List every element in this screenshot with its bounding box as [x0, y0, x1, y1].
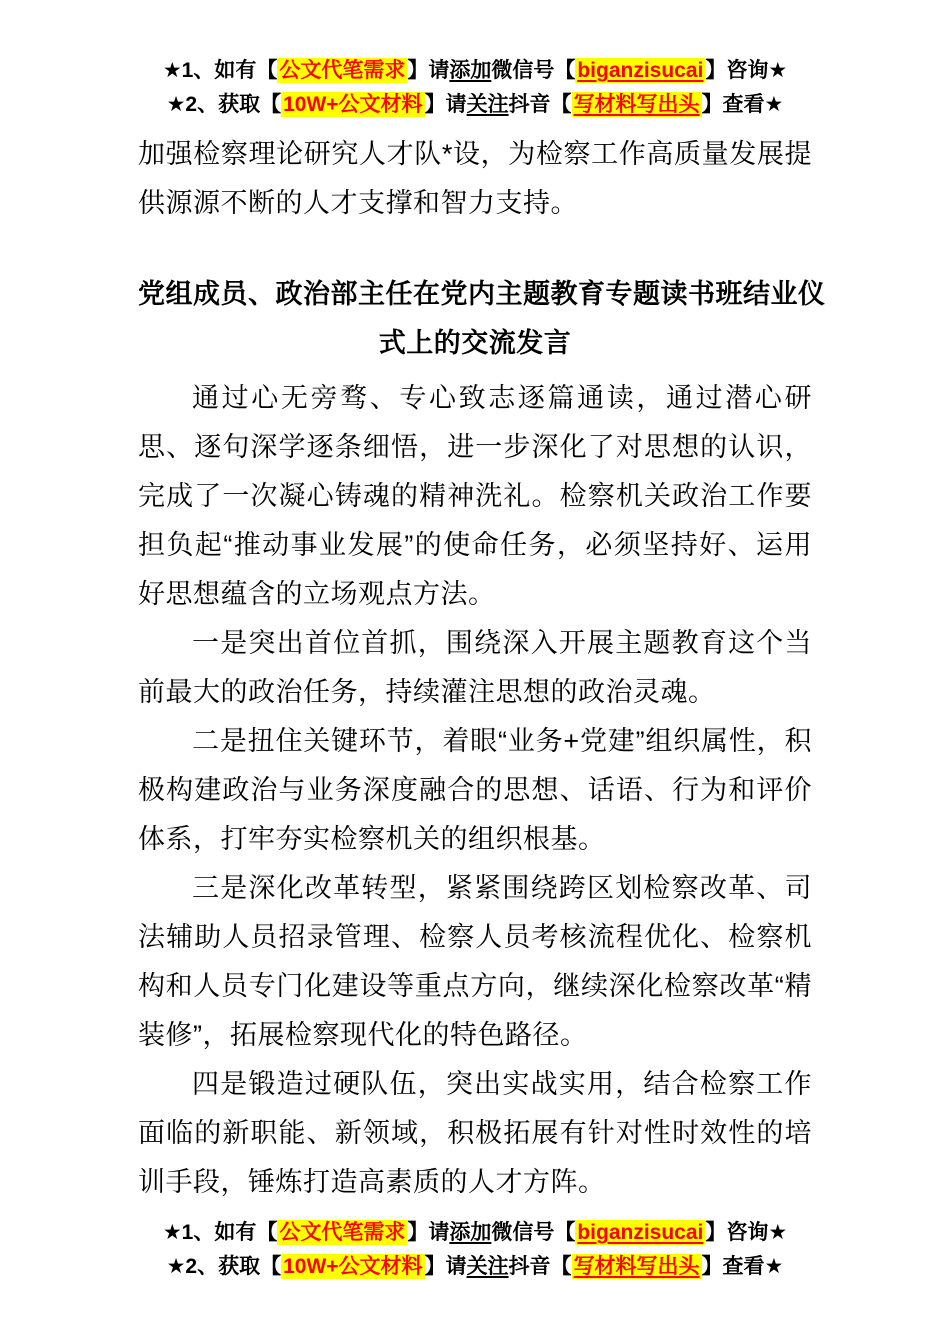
promo-segment: 写材料写出头	[573, 93, 700, 116]
document-title-line-2: 式上的交流发言	[378, 328, 572, 358]
promo-segment: ★1、如有【	[162, 59, 278, 82]
promo-segment: 关注	[466, 1255, 509, 1278]
promo-segment: 公文代笔需求	[279, 59, 406, 82]
body-paragraph-3: 二是扭住关键环节，着眼“业务+党建”组织属性，积极构建政治与业务深度融合的思想、话语、行为和评价体系，打牢夯实检察机关的组织根基。	[138, 726, 812, 854]
promo-segment: 】请	[424, 93, 467, 116]
document-content	[138, 130, 826, 1207]
leading-paragraph: 加强检察理论研究人才队*设，为检察工作高质量发展提供源源不断的人才支撑和智力支持。	[138, 139, 812, 218]
promo-segment: 添加	[449, 1221, 492, 1244]
promo-segment: 写材料写出头	[573, 1255, 700, 1278]
promo-footer	[0, 1216, 950, 1284]
promo-segment: biganzisucai	[577, 1221, 704, 1244]
promo-segment: 10W+公文材料	[283, 93, 423, 116]
promo-segment: 微信号【	[491, 1221, 576, 1244]
promo-line-1	[0, 54, 950, 88]
promo-segment: 】请	[407, 59, 450, 82]
promo-segment: 】查看★	[701, 1255, 784, 1278]
body-paragraph-1: 通过心无旁骛、专心致志逐篇通读，通过潜心研思、逐句深学逐条细悟，进一步深化了对思想的认识，完成了一次凝心铸魂的精神洗礼。检察机关政治工作要担负起“推动事业发展”的使命任务，必须坚持好、运用好思想蕴含的立场观点方法。	[138, 383, 812, 609]
promo-segment: 公文代笔需求	[279, 1221, 406, 1244]
promo-segment: 】请	[424, 1255, 467, 1278]
promo-segment: biganzisucai	[577, 59, 704, 82]
body-paragraph-4: 三是深化改革转型，紧紧围绕跨区划检察改革、司法辅助人员招录管理、检察人员考核流程优化、检察机构和人员专门化建设等重点方向，继续深化检察改革“精装修”，拓展检察现代化的特色路径。	[138, 873, 812, 1050]
promo-segment: 】咨询★	[705, 1221, 788, 1244]
promo-segment: 添加	[449, 59, 492, 82]
document-title	[138, 270, 826, 368]
promo-segment: 10W+公文材料	[283, 1255, 423, 1278]
document-body	[138, 374, 812, 1207]
promo-segment: 】查看★	[701, 93, 784, 116]
document-title-line-1: 党组成员、政治部主任在党内主题教育专题读书班结业仪	[138, 279, 826, 309]
promo-segment: 关注	[466, 93, 509, 116]
promo-segment: 抖音【	[508, 93, 572, 116]
promo-segment: 微信号【	[491, 59, 576, 82]
promo-line-1	[0, 1216, 950, 1250]
body-paragraph-2: 一是突出首位首抓，围绕深入开展主题教育这个当前最大的政治任务，持续灌注思想的政治灵魂。	[138, 628, 812, 707]
promo-segment: 】请	[407, 1221, 450, 1244]
promo-segment: ★2、获取【	[166, 1255, 282, 1278]
promo-segment: 抖音【	[508, 1255, 572, 1278]
promo-segment: 】咨询★	[705, 59, 788, 82]
promo-line-2	[0, 88, 950, 122]
promo-segment: ★2、获取【	[166, 93, 282, 116]
promo-header	[0, 0, 950, 122]
promo-segment: ★1、如有【	[162, 1221, 278, 1244]
body-paragraph-5: 四是锻造过硬队伍，突出实战实用，结合检察工作面临的新职能、新领域，积极拓展有针对性时效性的培训手段，锤炼打造高素质的人才方阵。	[138, 1069, 812, 1197]
promo-line-2	[0, 1250, 950, 1284]
